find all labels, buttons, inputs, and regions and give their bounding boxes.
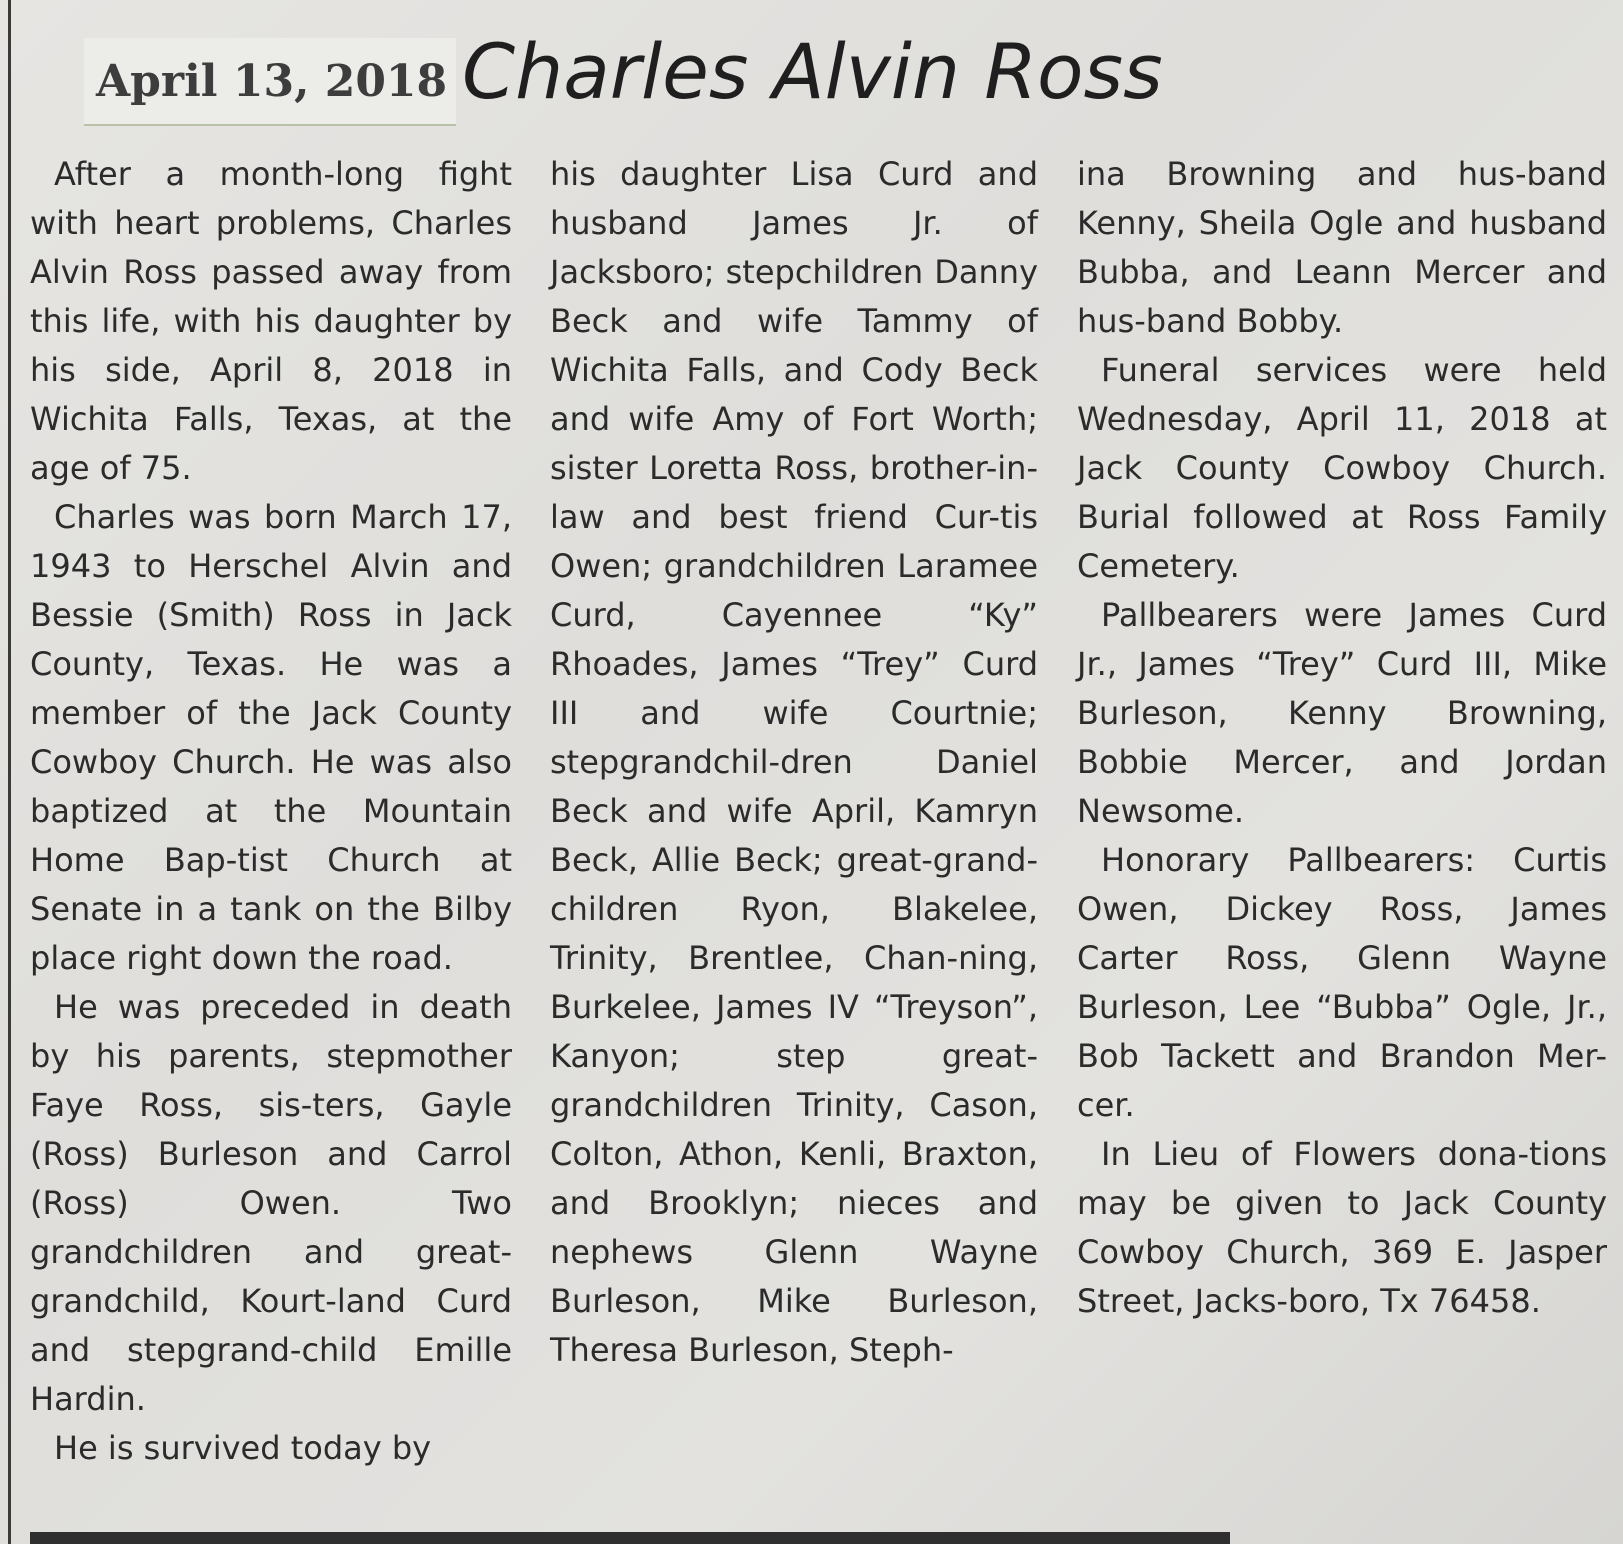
bottom-rule (30, 1532, 1230, 1544)
text-column-1 (30, 150, 512, 1473)
paragraph: After a month-long fight with heart problems, Charles Alvin Ross passed away from this life, with his daughter by his side, April 8, 2018 in Wichita Falls, Texas, at the age of 75. (30, 155, 512, 487)
paragraph: He is survived today by (54, 1429, 432, 1467)
text-column-3 (1077, 150, 1607, 1326)
obituary-headline: Charles Alvin Ross (462, 27, 1163, 116)
column-rule (8, 0, 11, 1544)
paragraph: Charles was born March 17, 1943 to Herschel Alvin and Bessie (Smith) Ross in Jack County, Texas. He was a member of the Jack County Cowboy Church. He was also baptized at the Mountain Home Bap-tist Church at Senate in a tank on the Bilby place right down the road. (30, 498, 512, 977)
paragraph: In Lieu of Flowers dona-tions may be given to Jack County Cowboy Church, 369 E. Jasper Street, Jacks-boro, Tx 76458. (1077, 1135, 1607, 1320)
paragraph: Funeral services were held Wednesday, April 11, 2018 at Jack County Cowboy Church. Burial followed at Ross Family Cemetery. (1077, 351, 1607, 585)
paragraph: Pallbearers were James Curd Jr., James “Trey” Curd III, Mike Burleson, Kenny Browning, Bobbie Mercer, and Jordan Newsome. (1077, 596, 1607, 830)
paragraph: Honorary Pallbearers: Curtis Owen, Dickey Ross, James Carter Ross, Glenn Wayne Burleson, Lee “Bubba” Ogle, Jr., Bob Tackett and Brandon Mer-cer. (1077, 841, 1607, 1124)
publication-date: April 13, 2018 (84, 38, 456, 126)
paragraph: his daughter Lisa Curd and husband James Jr. of Jacksboro; stepchildren Danny Beck and wife Tammy of Wichita Falls, and Cody Beck and wife Amy of Fort Worth; sister Loretta Ross, brother-in-law and best friend Cur-tis Owen; grandchildren Laramee Curd, Cayennee “Ky” Rhoades, James “Trey” Curd III and wife Courtnie; stepgrandchil-dren Daniel Beck and wife April, Kamryn Beck, Allie Beck; great-grand-children Ryon, Blakelee, Trinity, Brentlee, Chan-ning, Burkelee, James IV “Treyson”, Kanyon; step great-grandchildren Trinity, Cason, Colton, Athon, Kenli, Braxton, and Brooklyn; nieces and nephews Glenn Wayne Burleson, Mike Burleson, Theresa Burleson, Steph- (550, 155, 1038, 1369)
paragraph: He was preceded in death by his parents, stepmother Faye Ross, sis-ters, Gayle (Ross) Burleson and Carrol (Ross) Owen. Two grandchildren and great-grandchild, Kourt-land Curd and stepgrand-child Emille Hardin. (30, 988, 512, 1418)
paragraph: ina Browning and hus-band Kenny, Sheila Ogle and husband Bubba, and Leann Mercer and hus-band Bobby. (1077, 155, 1607, 340)
text-column-2 (550, 150, 1038, 1375)
